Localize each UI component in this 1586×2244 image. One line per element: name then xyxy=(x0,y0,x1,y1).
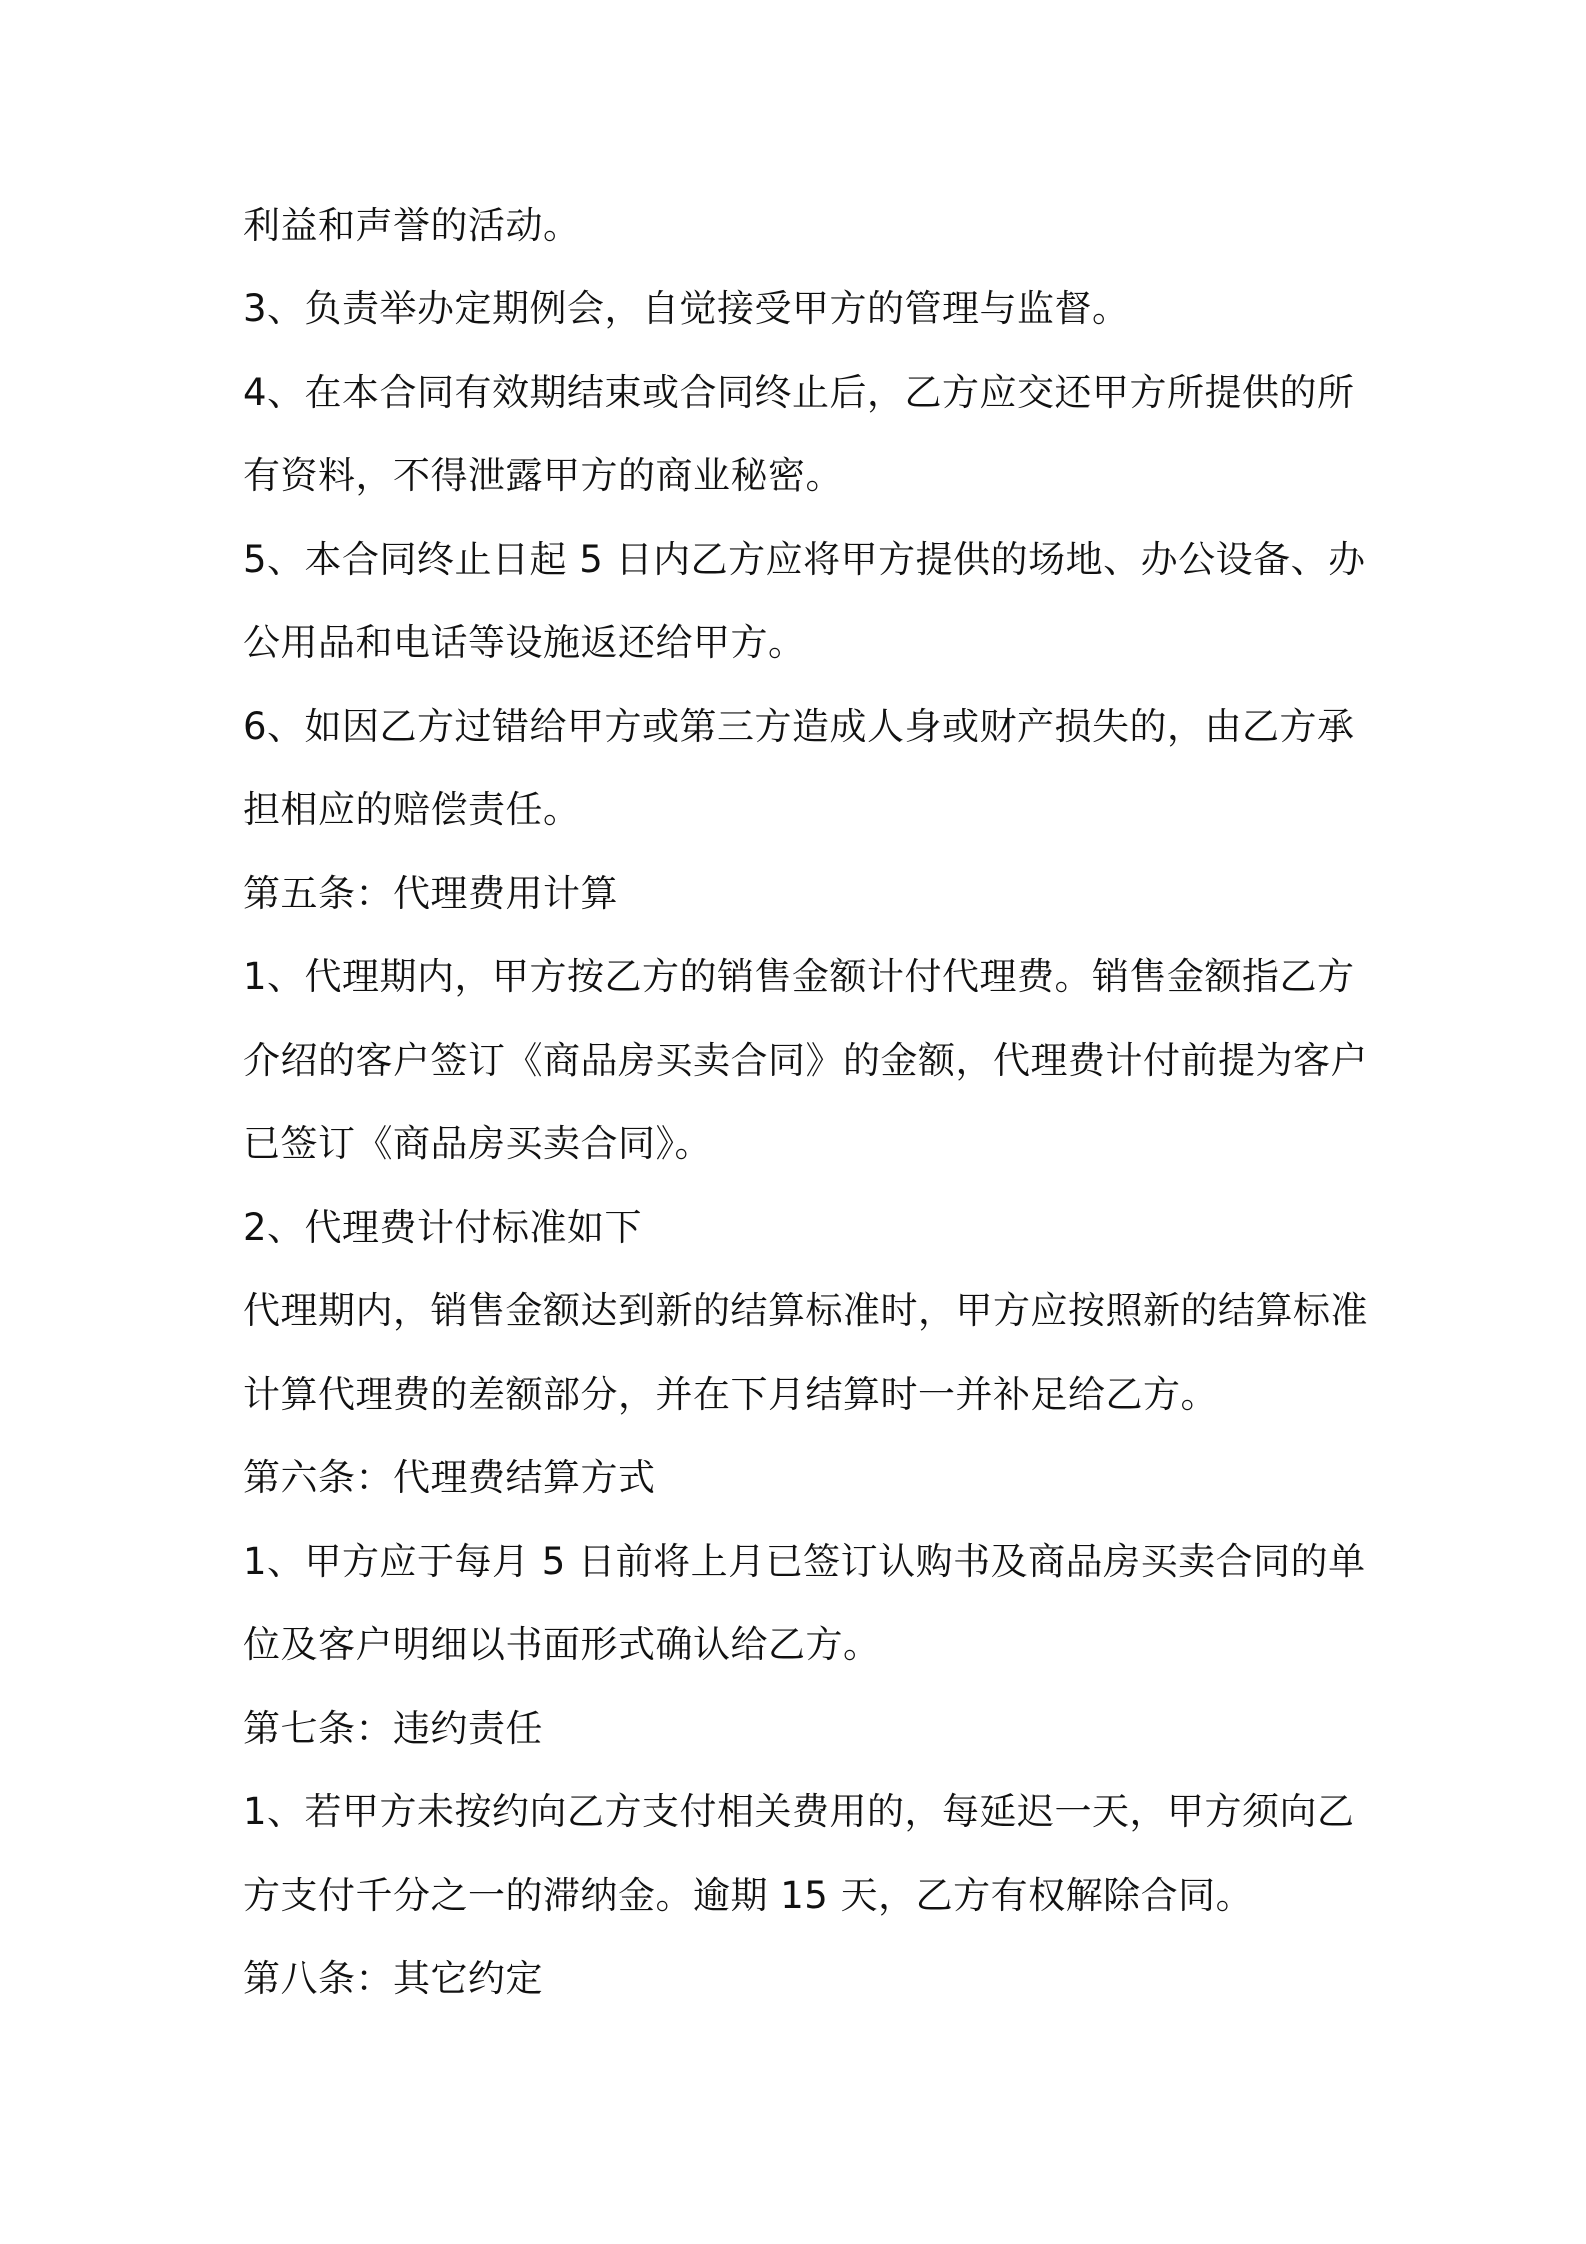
text-line: 已签订《商品房买卖合同》。 xyxy=(243,1122,712,1165)
text-line: 代理期内，销售金额达到新的结算标准时，甲方应按照新的结算标准 xyxy=(243,1289,1368,1332)
text-line: 公用品和电话等设施返还给甲方。 xyxy=(243,621,806,664)
text-line: 5、本合同终止日起 5 日内乙方应将甲方提供的场地、办公设备、办 xyxy=(243,538,1366,581)
section-heading: 第六条：代理费结算方式 xyxy=(243,1456,656,1499)
section-heading: 第七条：违约责任 xyxy=(243,1707,543,1750)
text-line: 位及客户明细以书面形式确认给乙方。 xyxy=(243,1623,881,1666)
text-line: 有资料，不得泄露甲方的商业秘密。 xyxy=(243,454,843,497)
text-line: 利益和声誉的活动。 xyxy=(243,204,581,247)
text-line: 方支付千分之一的滞纳金。逾期 15 天，乙方有权解除合同。 xyxy=(243,1874,1254,1917)
section-heading: 第八条：其它约定 xyxy=(243,1957,543,2000)
section-heading: 第五条：代理费用计算 xyxy=(243,872,618,915)
text-line: 4、在本合同有效期结束或合同终止后，乙方应交还甲方所提供的所 xyxy=(243,371,1355,414)
text-line: 1、甲方应于每月 5 日前将上月已签订认购书及商品房买卖合同的单 xyxy=(243,1540,1366,1583)
text-line: 担相应的赔偿责任。 xyxy=(243,788,581,831)
text-line: 计算代理费的差额部分，并在下月结算时一并补足给乙方。 xyxy=(243,1373,1218,1416)
text-line: 介绍的客户签订《商品房买卖合同》的金额，代理费计付前提为客户 xyxy=(243,1039,1368,1082)
text-line: 1、代理期内，甲方按乙方的销售金额计付代理费。销售金额指乙方 xyxy=(243,955,1355,998)
text-line: 2、代理费计付标准如下 xyxy=(243,1206,643,1249)
text-line: 6、如因乙方过错给甲方或第三方造成人身或财产损失的，由乙方承 xyxy=(243,705,1355,748)
text-line: 1、若甲方未按约向乙方支付相关费用的，每延迟一天，甲方须向乙 xyxy=(243,1790,1355,1833)
text-line: 3、负责举办定期例会，自觉接受甲方的管理与监督。 xyxy=(243,287,1130,330)
